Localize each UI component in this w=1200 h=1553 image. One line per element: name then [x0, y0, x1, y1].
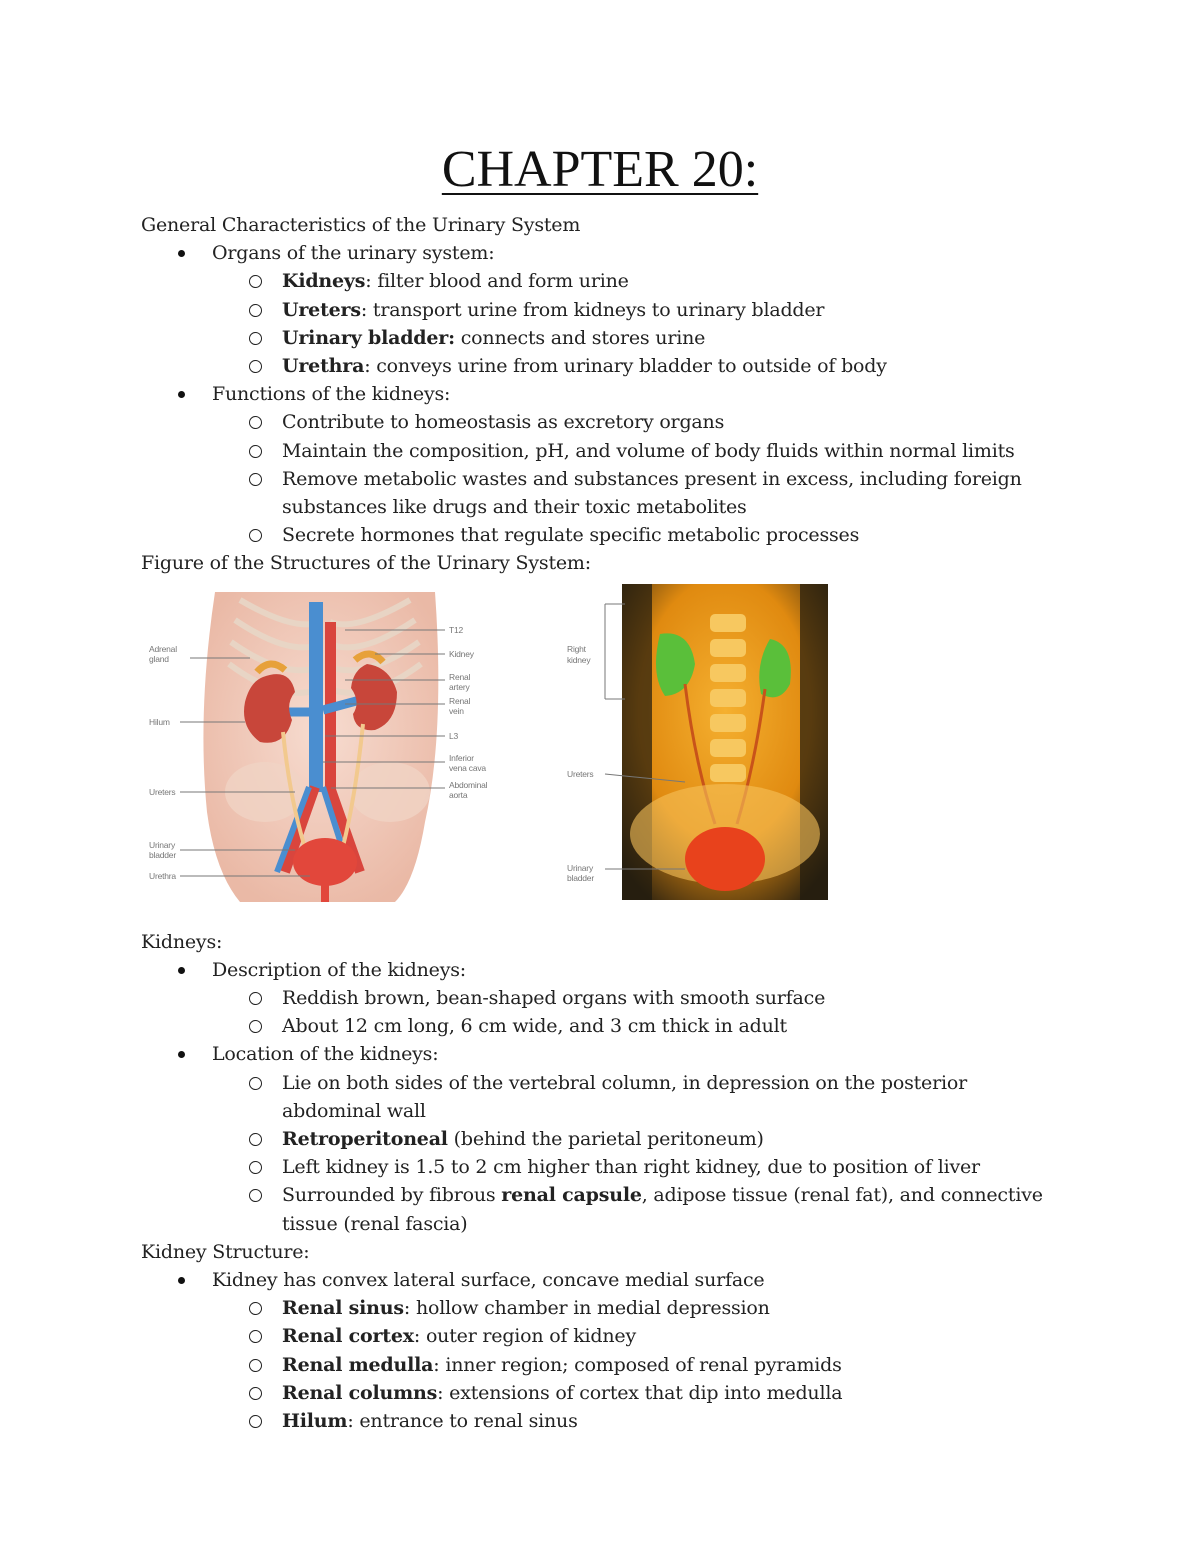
list-item — [212, 1294, 1071, 1322]
urinary-system-illustration — [145, 592, 515, 902]
list-item — [141, 239, 1071, 380]
general-list — [141, 239, 1071, 549]
label-right-kidney: Right — [567, 643, 586, 654]
list-item: Reddish brown, bean-shaped organs with smooth surface — [212, 984, 1071, 1012]
urethra — [321, 882, 329, 902]
list-item: Left kidney is 1.5 to 2 cm higher than right kidney, due to position of liver — [212, 1153, 1071, 1181]
list-item: Maintain the composition, pH, and volume of body fluids within normal limits — [212, 437, 1071, 465]
label-urinary-bladder: Urinary — [149, 839, 175, 850]
label-ureters-xray: Ureters — [567, 768, 594, 779]
section-heading-kidneys: Kidneys: — [141, 930, 223, 953]
list-item — [212, 1351, 1071, 1379]
list-item — [212, 352, 1071, 380]
bladder — [293, 838, 357, 886]
label-adrenal-gland-2: gland — [149, 653, 169, 664]
list-item — [212, 1181, 1071, 1237]
separator: : — [360, 298, 373, 321]
label-adrenal-gland: Adrenal — [149, 643, 177, 654]
page-title: CHAPTER 20: — [441, 141, 759, 198]
section-heading-structure: Kidney Structure: — [141, 1240, 310, 1263]
document-body — [141, 211, 1071, 1435]
term: Renal cortex — [282, 1325, 414, 1348]
definition: conveys urine from urinary bladder to outside of body — [376, 355, 887, 378]
list-item: About 12 cm long, 6 cm wide, and 3 cm thick in adult — [212, 1012, 1071, 1040]
definition-post: , adipose tissue (renal fat), and connective tissue (renal fascia) — [282, 1184, 1043, 1235]
definition: hollow chamber in medial depression — [415, 1297, 770, 1320]
term: Urethra — [282, 355, 365, 378]
list-item — [212, 324, 1071, 352]
list-item — [141, 1040, 1071, 1237]
vertebral-column — [710, 614, 746, 782]
list-item — [212, 1379, 1071, 1407]
functions-sublist — [141, 408, 1071, 549]
separator: : — [437, 1381, 450, 1404]
label-hilum: Hilum — [149, 716, 170, 727]
label-abdominal-aorta-2: aorta — [449, 789, 468, 800]
label-urinary-bladder-xray: Urinary — [567, 862, 593, 873]
label-right-kidney-2: kidney — [567, 654, 591, 665]
list-item — [141, 380, 1071, 549]
term: Hilum — [282, 1410, 348, 1433]
label-urinary-bladder-2: bladder — [149, 849, 176, 860]
location-label: Location of the kidneys: — [212, 1043, 439, 1066]
description-label: Description of the kidneys: — [212, 958, 467, 981]
label-renal-artery-2: artery — [449, 681, 470, 692]
separator: : — [365, 270, 378, 293]
vena-cava — [309, 602, 323, 792]
kidneys-list — [141, 956, 1071, 1238]
list-item: Secrete hormones that regulate specific metabolic processes — [212, 521, 1071, 549]
label-urethra: Urethra — [149, 870, 176, 881]
definition: extensions of cortex that dip into medulla — [449, 1381, 843, 1404]
term: Renal columns — [282, 1381, 438, 1404]
urinary-xray-image — [565, 584, 835, 904]
right-hip — [350, 762, 430, 822]
organs-label: Organs of the urinary system: — [212, 242, 495, 265]
term: renal capsule — [501, 1184, 642, 1207]
list-item — [141, 1266, 1071, 1435]
label-kidney: Kidney — [449, 648, 474, 659]
definition: inner region; composed of renal pyramids — [445, 1353, 842, 1376]
structure-label: Kidney has convex lateral surface, concave medial surface — [212, 1269, 765, 1292]
term: Retroperitoneal — [282, 1128, 448, 1151]
organs-sublist — [141, 267, 1071, 380]
list-item: Contribute to homeostasis as excretory organs — [212, 408, 1071, 436]
definition: connects and stores urine — [460, 326, 706, 349]
definition: filter blood and form urine — [377, 270, 629, 293]
list-item — [212, 1125, 1071, 1153]
location-sublist — [141, 1069, 1071, 1238]
list-item — [212, 1322, 1071, 1350]
label-ureters: Ureters — [149, 786, 176, 797]
term: Renal sinus — [282, 1297, 404, 1320]
label-abdominal-aorta: Abdominal — [449, 779, 488, 790]
definition: entrance to renal sinus — [359, 1410, 578, 1433]
separator: : — [403, 1297, 416, 1320]
label-renal-vein: Renal — [449, 695, 471, 706]
label-inferior-vena-cava: Inferior — [449, 752, 474, 763]
functions-label: Functions of the kidneys: — [212, 383, 451, 406]
label-inferior-vena-cava-2: vena cava — [449, 762, 486, 773]
figure-area — [141, 580, 1071, 928]
xray-bladder — [685, 827, 765, 891]
definition: outer region of kidney — [425, 1325, 636, 1348]
list-item — [212, 267, 1071, 295]
separator: : — [347, 1410, 360, 1433]
structure-list — [141, 1266, 1071, 1435]
section-heading-figure: Figure of the Structures of the Urinary System: — [141, 552, 591, 575]
separator: : — [364, 355, 377, 378]
list-item — [212, 1407, 1071, 1435]
separator: : — [433, 1353, 446, 1376]
separator: : — [413, 1325, 426, 1348]
term: Ureters — [282, 298, 361, 321]
definition: (behind the parietal peritoneum) — [447, 1128, 764, 1151]
list-item: Remove metabolic wastes and substances present in excess, including foreign substances like drugs and their toxic metabolites — [212, 465, 1071, 521]
definition: transport urine from kidneys to urinary bladder — [372, 298, 825, 321]
label-renal-vein-2: vein — [449, 705, 464, 716]
structure-sublist — [141, 1294, 1071, 1435]
label-urinary-bladder-xray-2: bladder — [567, 872, 594, 883]
list-item: Lie on both sides of the vertebral column, in depression on the posterior abdominal wall — [212, 1069, 1071, 1125]
list-item — [212, 296, 1071, 324]
label-t12: T12 — [449, 624, 464, 635]
definition-pre: Surrounded by fibrous — [282, 1184, 502, 1207]
term: Urinary bladder: — [282, 326, 455, 349]
label-renal-artery: Renal — [449, 671, 471, 682]
term: Renal medulla — [282, 1353, 434, 1376]
label-l3: L3 — [449, 730, 459, 741]
term: Kidneys — [282, 270, 366, 293]
list-item — [141, 956, 1071, 1041]
section-heading-general: General Characteristics of the Urinary System — [141, 214, 581, 236]
description-sublist — [141, 984, 1071, 1040]
